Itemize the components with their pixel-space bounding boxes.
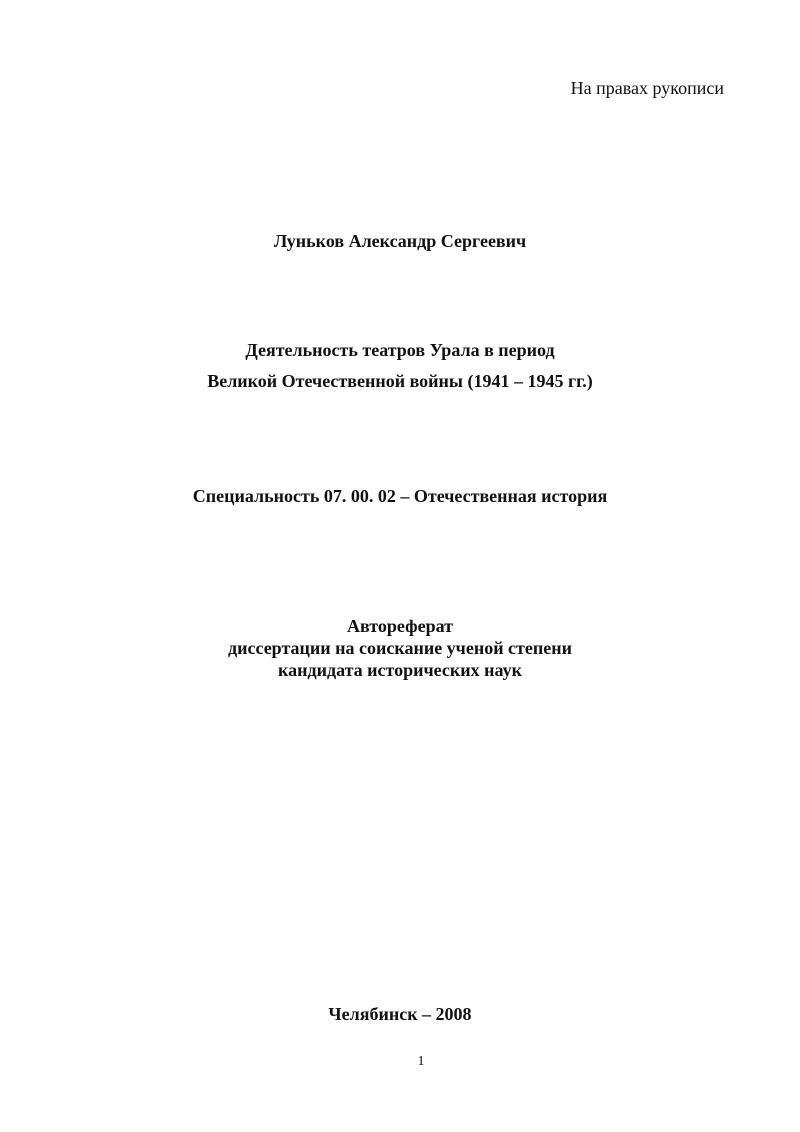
dissertation-title-line-2: Великой Отечественной войны (1941 – 1945 гг.) bbox=[207, 371, 593, 391]
specialty-line: Специальность 07. 00. 02 – Отечественная история bbox=[192, 486, 608, 506]
page-number: 1 bbox=[417, 1054, 425, 1069]
abstract-subtitle-line-1: диссертации на соискание ученой степени bbox=[228, 638, 572, 658]
author-name: Луньков Александр Сергеевич bbox=[273, 231, 527, 251]
abstract-subtitle-line-2: кандидата исторических наук bbox=[278, 660, 522, 680]
abstract-heading: Автореферат bbox=[347, 616, 453, 636]
dissertation-title-line-1: Деятельность театров Урала в период bbox=[245, 340, 555, 360]
place-and-year: Челябинск – 2008 bbox=[328, 1004, 472, 1024]
manuscript-rights-note: На правах рукописи bbox=[570, 78, 724, 98]
